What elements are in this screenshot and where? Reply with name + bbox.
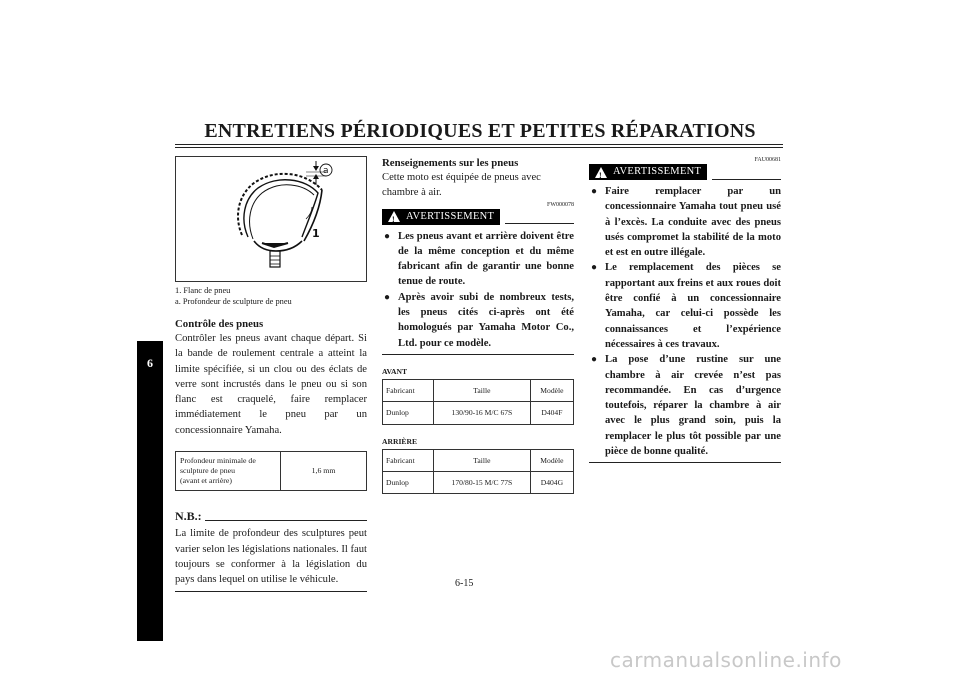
caption-line: a. Profondeur de sculpture de pneu bbox=[175, 297, 292, 306]
table-row bbox=[383, 402, 574, 424]
tire-cross-section-figure bbox=[175, 156, 367, 282]
spec-value-cell: 1,6 mm bbox=[281, 452, 367, 491]
header-rule-thin bbox=[175, 147, 783, 148]
table-header-cell: Fabricant bbox=[383, 449, 434, 471]
caption-line: 1. Flanc de pneu bbox=[175, 286, 231, 295]
table-header-cell: Fabricant bbox=[383, 379, 434, 401]
middle-column bbox=[382, 156, 574, 494]
table-cell: Dunlop bbox=[383, 471, 434, 493]
note-end-rule bbox=[175, 591, 367, 592]
table-header-cell: Modèle bbox=[530, 379, 573, 401]
list-item: ● Les pneus avant et arrière doivent être de la même conception et du même fabricant afin de garantir une bonne tenue de route. bbox=[382, 229, 574, 290]
note-rule bbox=[205, 520, 367, 521]
figure-label-1: 1 bbox=[312, 227, 320, 240]
warning-badge bbox=[382, 209, 500, 225]
table-cell: D404F bbox=[530, 402, 573, 424]
warning-header bbox=[382, 209, 574, 225]
front-tire-caption: AVANT bbox=[382, 366, 408, 376]
warning-label: AVERTISSEMENT bbox=[613, 166, 702, 178]
warning-end-rule bbox=[382, 354, 574, 355]
table-header-row bbox=[383, 379, 574, 401]
warning-triangle-icon: ! bbox=[388, 211, 400, 222]
warning-end-rule bbox=[589, 462, 781, 463]
table-cell: Dunlop bbox=[383, 402, 434, 424]
warning-bullet-list bbox=[382, 229, 574, 351]
table-header-cell: Taille bbox=[433, 449, 530, 471]
list-item: ● Après avoir subi de nombreux tests, les pneus cités ci-après ont été homologués par Yamaha Motor Co., Ltd. pour ce modèle. bbox=[382, 290, 574, 351]
note-text: La limite de profondeur des sculptures peut varier selon les législations nationales. Il faut toujours se conformer à la législation du pays dans lequel on utilise le véhicule. bbox=[175, 528, 367, 586]
table-header-row bbox=[383, 449, 574, 471]
page-title: ENTRETIENS PÉRIODIQUES ET PETITES RÉPARATIONS bbox=[204, 120, 756, 142]
header-rule bbox=[175, 144, 783, 145]
warning-code: FW000078 bbox=[547, 201, 574, 208]
table-header-cell: Taille bbox=[433, 379, 530, 401]
left-column bbox=[175, 156, 367, 592]
front-tire-table bbox=[382, 379, 574, 425]
tire-check-paragraph: Contrôler les pneus avant chaque départ. Si la bande de roulement centrale a atteint la limite spécifiée, si un clou ou des éclats de verre sont incrustés dans le pneu ou si son flanc est craquelé, faire remplacer immédiatement le pneu par un concessionnaire Yamaha. bbox=[175, 333, 367, 436]
watermark: carmanualsonline.info bbox=[610, 648, 842, 672]
figure-label-a: a bbox=[323, 166, 329, 176]
warning-code: FAU00681 bbox=[754, 157, 781, 163]
section-heading-tire-check: Contrôle des pneus bbox=[175, 318, 264, 330]
tire-illustration bbox=[176, 157, 366, 281]
tire-info-intro: Cette moto est équipée de pneus avec chambre à air. bbox=[382, 172, 541, 199]
table-row bbox=[383, 471, 574, 493]
table-cell: 130/90-16 M/C 67S bbox=[433, 402, 530, 424]
page-number: 6-15 bbox=[455, 578, 474, 589]
figure-caption bbox=[175, 285, 367, 307]
rear-tire-table bbox=[382, 449, 574, 495]
warning-header bbox=[589, 164, 781, 180]
list-item: ● Faire remplacer par un concessionnaire Yamaha tout pneu usé à l’excès. La conduite avec des pneus usés compromet la stabilité de la moto et est en outre illégale. bbox=[589, 184, 781, 260]
warning-rule bbox=[505, 223, 574, 224]
list-item: ● La pose d’une rustine sur une chambre à air crevée n’est pas recommandée. En cas d’urgence toutefois, réparer la chambre à air avec le plus grand soin, puis la remplacer le plus tôt possible par une pièce de bonne qualité. bbox=[589, 352, 781, 459]
note-label: N.B.: bbox=[175, 509, 202, 524]
rear-tire-caption: ARRIÈRE bbox=[382, 436, 418, 446]
warning-badge bbox=[589, 164, 707, 180]
spec-label-cell: Profondeur minimale de sculpture de pneu (avant et arrière) bbox=[176, 452, 281, 491]
warning-rule bbox=[712, 179, 781, 180]
tread-depth-spec-table bbox=[175, 451, 367, 491]
table-cell: D404G bbox=[530, 471, 573, 493]
warning-bullet-list bbox=[589, 184, 781, 459]
warning-label: AVERTISSEMENT bbox=[406, 210, 495, 222]
section-heading-tire-info: Renseignements sur les pneus bbox=[382, 157, 519, 169]
warning-triangle-icon: ! bbox=[595, 167, 607, 178]
note-header bbox=[175, 509, 367, 524]
table-header-cell: Modèle bbox=[530, 449, 573, 471]
chapter-tab bbox=[137, 341, 163, 641]
chapter-number: 6 bbox=[147, 356, 153, 370]
list-item: ● Le remplacement des pièces se rapportant aux freins et aux roues doit être confié à un concessionnaire Yamaha, car celui-ci possède les connaissances et l’expérience nécessaires à ces travaux. bbox=[589, 260, 781, 352]
right-column bbox=[589, 156, 781, 463]
table-cell: 170/80-15 M/C 77S bbox=[433, 471, 530, 493]
